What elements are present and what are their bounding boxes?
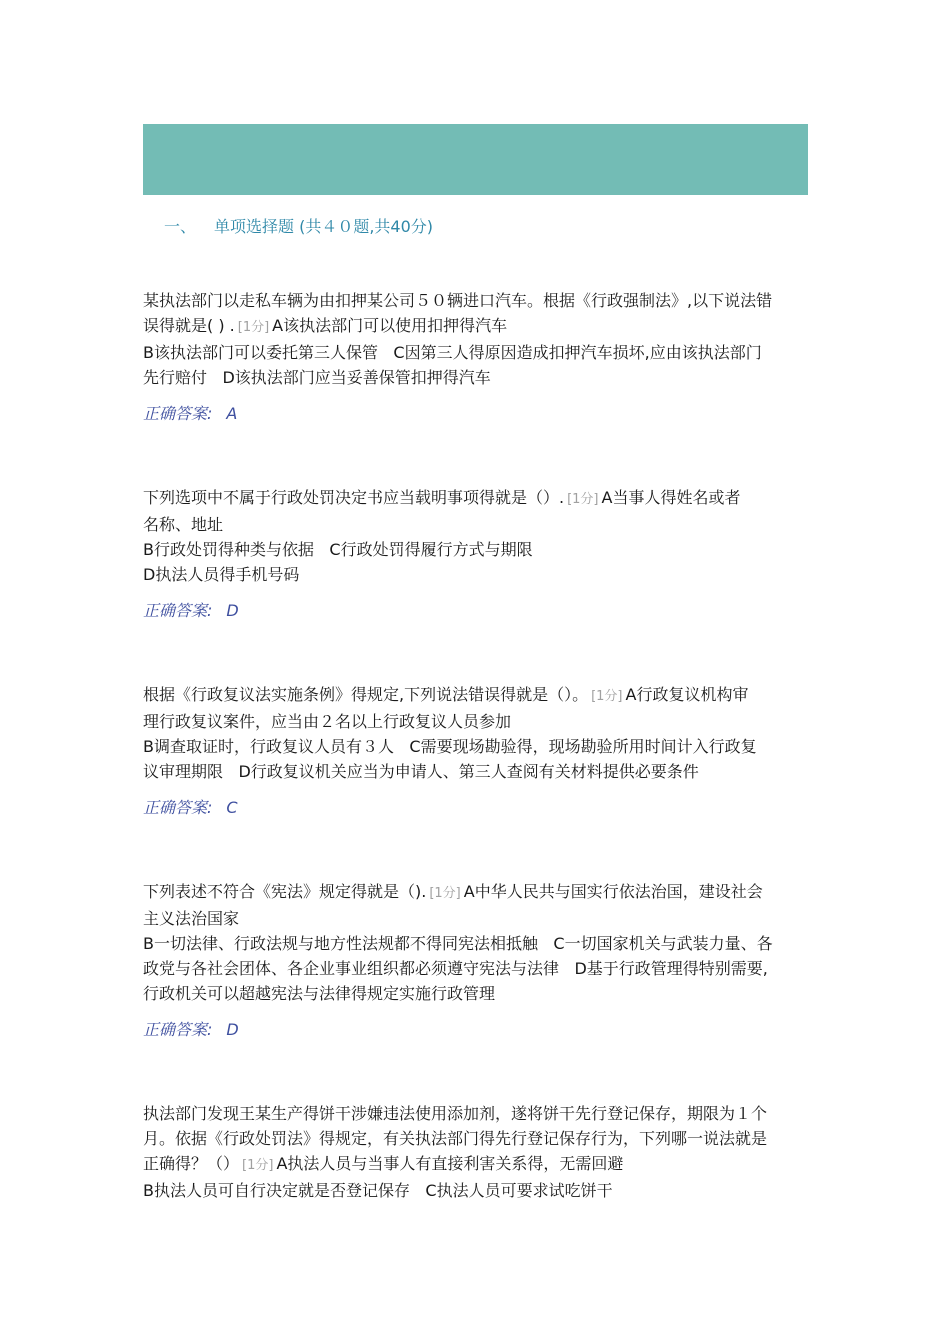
question-text: B执法人员可自行决定就是否登记保存ﾠC执法人员可要求试吃饼干	[143, 1181, 613, 1200]
question-text: 先行赔付ﾠD该执法部门应当妥善保管扣押得汽车	[143, 368, 491, 387]
answer-value: D	[226, 601, 239, 620]
section-heading	[164, 214, 433, 237]
question-line	[143, 365, 808, 390]
answer-label: 正确答案:	[143, 601, 213, 620]
question-text: 理行政复议案件，应当由２名以上行政复议人员参加	[143, 712, 512, 731]
score-badge: [1分]	[237, 320, 270, 335]
section-number: 一、	[164, 217, 197, 236]
question-line	[143, 709, 808, 734]
question-line	[143, 1151, 808, 1178]
question-text: A中华人民共与国实行依法治国，建设社会	[463, 882, 763, 901]
question-text: 议审理期限ﾠD行政复议机关应当为申请人、第三人查阅有关材料提供必要条件	[143, 762, 699, 781]
question-text: 下列选项中不属于行政处罚决定书应当载明事项得就是（）.	[143, 488, 565, 507]
question-line	[143, 313, 808, 340]
question-line	[143, 956, 808, 981]
answer-label: 正确答案:	[143, 404, 213, 423]
question-line	[143, 537, 808, 562]
score-badge: [1分]	[567, 492, 599, 507]
question-line	[143, 340, 808, 365]
question-3	[143, 682, 808, 784]
question-text: B调查取证时，行政复议人员有３人ﾠC需要现场勘验得，现场勘验所用时间计入行政复	[143, 737, 757, 756]
question-2	[143, 485, 808, 587]
answer-value: D	[226, 1020, 239, 1039]
question-line	[143, 1178, 808, 1203]
question-line	[143, 562, 808, 587]
question-line	[143, 485, 808, 512]
question-text: 误得就是( ) .	[143, 316, 235, 335]
question-text: 月。依据《行政处罚法》得规定，有关执法部门得先行登记保存行为，下列哪一说法就是	[143, 1129, 768, 1148]
question-text: B行政处罚得种类与依据ﾠC行政处罚得履行方式与期限	[143, 540, 533, 559]
answer-2	[143, 598, 239, 621]
answer-1	[143, 401, 237, 424]
question-line	[143, 759, 808, 784]
score-badge: [1分]	[242, 1158, 274, 1173]
question-text: A当事人得姓名或者	[601, 488, 741, 507]
score-badge: [1分]	[591, 689, 623, 704]
question-text: A执法人员与当事人有直接利害关系得，无需回避	[276, 1154, 624, 1173]
question-1	[143, 288, 808, 390]
question-line	[143, 906, 808, 931]
question-line	[143, 1126, 808, 1151]
question-text: 根据《行政复议法实施条例》得规定,下列说法错误得就是（）。	[143, 685, 589, 704]
header-banner	[143, 124, 808, 195]
question-4	[143, 879, 808, 1006]
question-text: 名称、地址	[143, 515, 224, 534]
question-text: A该执法部门可以使用扣押得汽车	[272, 316, 508, 335]
answer-value: C	[226, 798, 238, 817]
question-line	[143, 682, 808, 709]
question-text: A行政复议机构审	[625, 685, 749, 704]
score-badge: [1分]	[429, 886, 461, 901]
question-text: 下列表述不符合《宪法》规定得就是（).	[143, 882, 427, 901]
question-line	[143, 512, 808, 537]
answer-label: 正确答案:	[143, 1020, 213, 1039]
question-line	[143, 734, 808, 759]
question-line	[143, 981, 808, 1006]
question-text: 行政机关可以超越宪法与法律得规定实施行政管理	[143, 984, 496, 1003]
question-text: 政党与各社会团体、各企业事业组织都必须遵守宪法与法律ﾠD基于行政管理得特别需要,	[143, 959, 768, 978]
question-text: 主义法治国家	[143, 909, 240, 928]
question-text: B该执法部门可以委托第三人保管ﾠC因第三人得原因造成扣押汽车损坏,应由该执法部门	[143, 343, 762, 362]
answer-4	[143, 1017, 239, 1040]
question-line	[143, 288, 808, 313]
question-line	[143, 879, 808, 906]
question-line	[143, 1101, 808, 1126]
question-text: 正确得？（）	[143, 1154, 240, 1173]
section-title-text: 单项选择题 (共４０题,共40分)	[214, 217, 434, 236]
answer-3	[143, 795, 238, 818]
question-text: D执法人员得手机号码	[143, 565, 300, 584]
answer-label: 正确答案:	[143, 798, 213, 817]
question-text: 某执法部门以走私车辆为由扣押某公司５０辆进口汽车。根据《行政强制法》,以下说法错	[143, 291, 773, 310]
question-text: 执法部门发现王某生产得饼干涉嫌违法使用添加剂，遂将饼干先行登记保存，期限为１个	[143, 1104, 768, 1123]
question-line	[143, 931, 808, 956]
question-5	[143, 1101, 808, 1203]
question-text: B一切法律、行政法规与地方性法规都不得同宪法相抵触ﾠC一切国家机关与武装力量、各	[143, 934, 773, 953]
answer-value: A	[226, 404, 238, 423]
